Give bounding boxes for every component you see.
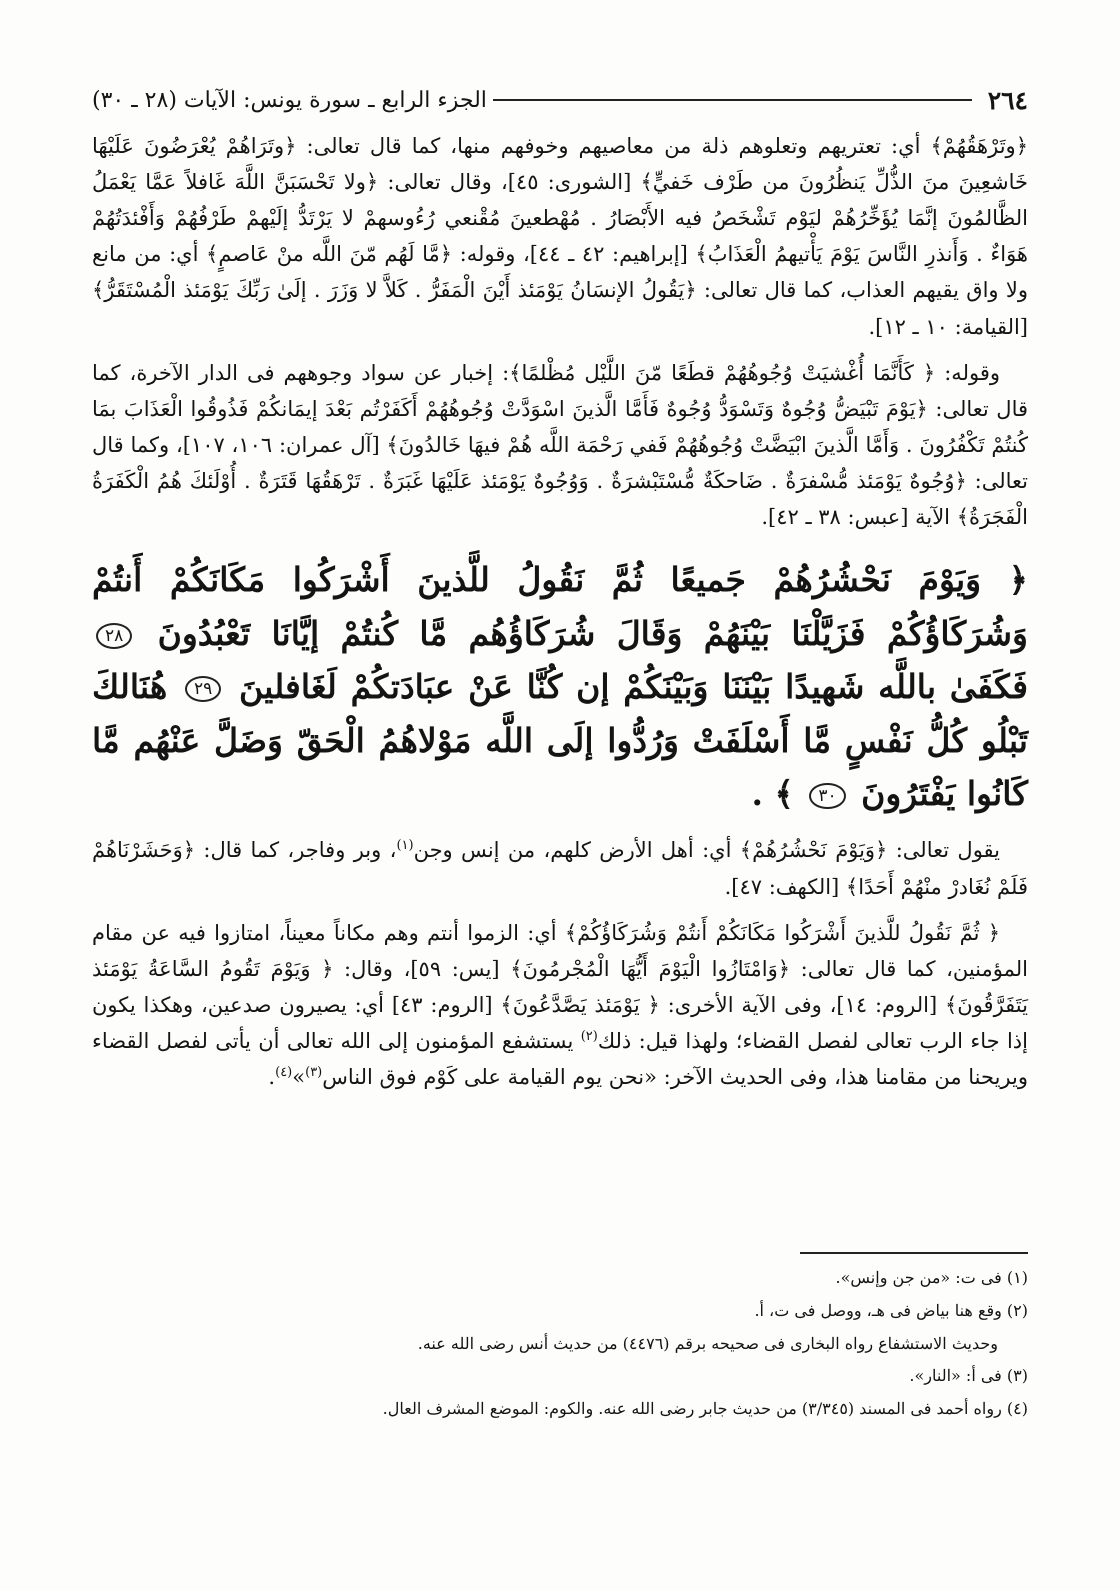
footnote: (١) فى ت: «من جن وإنس».: [835, 1268, 1028, 1287]
footnote: وحديث الاستشفاع رواه البخارى فى صحيحه برقم (٤٤٧٦) من حديث أنس رضى الله عنه.: [417, 1333, 998, 1353]
commentary-paragraph: [92, 832, 1028, 904]
footnotes-section: [92, 1252, 1028, 1430]
page-number: ٢٦٤: [987, 85, 1028, 115]
footnote-divider: [800, 1252, 1028, 1254]
header-rule: [493, 99, 972, 101]
footnote-ref[interactable]: (٤): [275, 1065, 293, 1081]
paragraph: ﴿وتَرْهَقُهُمْ﴾ أي: تعتريهم وتعلوهم ذلة من معاصيهم وخوفهم منها، كما قال تعالى: ﴿وتَرَاهُمْ يُعْرَضُونَ عَلَيْهَا خَاشعِينَ منَ الذُّلِّ يَنظُرُونَ من طَرْف خَفيٍّ﴾ [الشورى: ٤٥]، وقال تعالى: ﴿ولا تَحْسَبَنَّ اللَّهَ غَافلاً عَمَّا يَعْمَلُ الظَّالمُونَ إنَّمَا يُؤَخِّرُهُمْ ليَوْم تَشْخَصُ فيه الأَبْصَارُ . مُهْطعينَ مُقْنعي رُءُوسهمْ لا يَرْتَدُّ إلَيْهمْ طَرْفُهُمْ وَأَفْئدَتُهُمْ هَوَاءٌ . وَأَنذرِ النَّاسَ يَوْمَ يَأْتيهمُ الْعَذَابُ﴾ [إبراهيم: ٤٢ ـ ٤٤]، وقوله: ﴿مَّا لَهُم مّنَ اللَّه منْ عَاصمٍ﴾ أي: من مانع ولا واق يقيهم العذاب، كما قال تعالى: ﴿يَقُولُ الإنسَانُ يَوْمَئذ أَيْنَ الْمَفَرُّ . كَلاَّ لا وَزَرَ . إلَىٰ رَبِّكَ يَوْمَئذ الْمُسْتَقَرُّ﴾ [القيامة: ١٠ ـ ١٢].: [92, 134, 1028, 339]
verse-number-marker: ٢٨: [96, 623, 132, 649]
footnote: (٤) رواه أحمد فى المسند (٣/٣٤٥) من حديث جابر رضى الله عنه. والكوم: الموضع المشرف العال.: [382, 1399, 1028, 1419]
verse-text: هُنَالكَ تَبْلُو كُلُّ نَفْسٍ مَّا أَسْلَفَتْ وَرُدُّوا إلَى اللَّه مَوْلاهُمُ الْحَقّ وَضَلَّ عَنْهُم مَّا كَانُوا يَفْتَرُونَ: [92, 667, 1028, 814]
verse-text: فَكَفَىٰ باللَّه شَهيدًا بَيْنَنَا وَبَيْنَكُمْ إن كُنَّا عَنْ عبَادَتكُمْ لَغَافلينَ: [239, 667, 1028, 707]
footnote: (٢) وقع هنا بياض فى هـ، ووصل فى ت، أ.: [754, 1300, 1028, 1320]
quran-verse-block: [92, 553, 1028, 820]
commentary-text: ﴿ ثُمَّ نَقُولُ للَّذينَ أَشْرَكُوا مَكَانَكُمْ أَنتُمْ وَشُرَكَاؤُكُمْ﴾ أي: الزموا أنتم وهم مكاناً معيناً، امتازوا فيه عن مقام المؤمنين، كما قال تعالى: ﴿وَامْتَازُوا الْيَوْمَ أَيُّهَا الْمُجْرمُونَ﴾ [يس: ٥٩]، وقال: ﴿ وَيَوْمَ تَقُومُ السَّاعَةُ يَوْمَئذ يَتَفَرَّقُونَ﴾ [الروم: ١٤]، وفى الآية الأخرى: ﴿ يَوْمَئذ يَصَّدَّعُونَ﴾ [الروم: ٤٣] أي: يصيرون صدعين، وهكذا يكون إذا جاء الرب تعالى لفصل القضاء؛ ولهذا قيل: ذلك: [92, 920, 1028, 1054]
footnote: (٣) فى أ: «النار».: [909, 1366, 1028, 1386]
verse-number-marker: ٢٩: [185, 676, 221, 702]
commentary-text: ، وبر وفاجر، كما قال: ﴿وَحَشَرْنَاهُمْ فَلَمْ نُغَادرْ منْهُمْ أَحَدًا﴾ [الكهف: ٤٧].: [92, 838, 1028, 899]
verse-number-marker: ٣٠: [809, 783, 845, 809]
commentary-text: يقول تعالى: ﴿وَيَوْمَ نَحْشُرُهُمْ﴾ أي: أهل الأرض كلهم، من إنس وجن: [413, 838, 1001, 863]
footnote-ref[interactable]: (٣): [305, 1065, 323, 1081]
verse-text: ﴿ وَيَوْمَ نَحْشُرُهُمْ جَميعًا ثُمَّ نَقُولُ للَّذينَ أَشْرَكُوا مَكَانَكُمْ أَنتُمْ وَشُرَكَاؤُكُمْ فَزَيَّلْنَا بَيْنَهُمْ وَقَالَ شُرَكَاؤُهُم مَّا كُنتُمْ إيَّانَا تَعْبُدُونَ: [92, 560, 1028, 653]
main-text: [92, 128, 1028, 1105]
footnote-ref[interactable]: (١): [396, 838, 414, 854]
commentary-paragraph: [92, 915, 1028, 1096]
commentary-text: يستشفع المؤمنون إلى الله تعالى أن يأتى لفصل القضاء ويريحنا من مقامنا هذا، وفى الحديث الآخر: «نحن يوم القيامة على كَوْم فوق الناس: [92, 1029, 1028, 1090]
running-title: الجزء الرابع ـ سورة يونس: الآيات (٢٨ ـ ٣٠): [92, 87, 487, 113]
commentary-text: .: [268, 1065, 276, 1090]
commentary-text: »: [292, 1065, 306, 1090]
paragraph: وقوله: ﴿ كَأَنَّمَا أُغْشيَتْ وُجُوهُهُمْ قطَعًا مّنَ اللَّيْل مُظْلمًا﴾: إخبار عن سواد وجوههم فى الدار الآخرة، كما قال تعالى: ﴿يَوْمَ تَبْيَضُّ وُجُوهٌ وَتَسْوَدُّ وُجُوهٌ فَأَمَّا الَّذينَ اسْوَدَّتْ وُجُوهُهُمْ أَكَفَرْتُم بَعْدَ إيمَانكُمْ فَذُوقُوا الْعَذَابَ بمَا كُنتُمْ تَكْفُرُونَ . وَأَمَّا الَّذينَ ابْيَضَّتْ وُجُوهُهُمْ فَفي رَحْمَة اللَّه هُمْ فيهَا خَالدُونَ﴾ [آل عمران: ١٠٦، ١٠٧]، وكما قال تعالى: ﴿وُجُوهٌ يَوْمَئذ مُّسْفرَةٌ . ضَاحكَةٌ مُّسْتَبْشرَةٌ . وَوُجُوهٌ يَوْمَئذ عَلَيْهَا غَبَرَةٌ . تَرْهَقُهَا قَتَرَةٌ . أُوْلَئكَ هُمُ الْكَفَرَةُ الْفَجَرَةُ﴾ الآية [عبس: ٣٨ ـ ٤٢].: [92, 360, 1028, 530]
verse-closing: ﴾ .: [751, 774, 794, 814]
footnote-ref[interactable]: (٢): [580, 1029, 598, 1045]
page-header: [92, 82, 1028, 118]
